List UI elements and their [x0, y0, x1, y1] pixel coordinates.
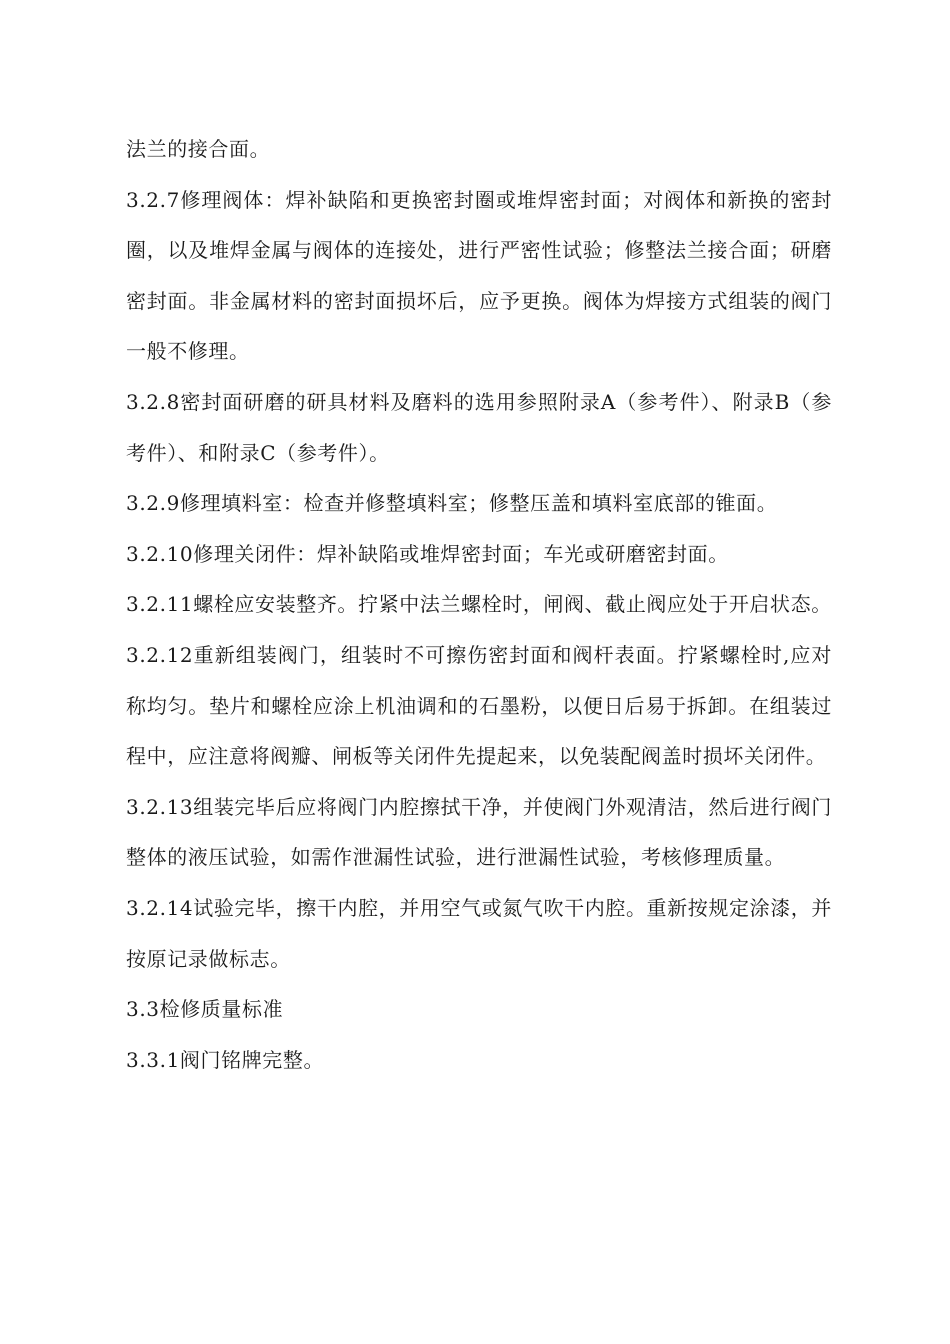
paragraph-3-2-7: 3.2.7修理阀体：焊补缺陷和更换密封圈或堆焊密封面；对阀体和新换的密封圈，以及堆焊金属与阀体的连接处，进行严密性试验；修整法兰接合面；研磨密封面。非金属材料的密封面损坏后，应予更换。阀体为焊接方式组装的阀门一般不修理。: [126, 187, 832, 364]
paragraph-3-2-11: 3.2.11螺栓应安装整齐。拧紧中法兰螺栓时，闸阀、截止阀应处于开启状态。: [126, 592, 832, 617]
paragraph-continuation: 法兰的接合面。: [126, 137, 271, 161]
document-body: [126, 124, 832, 1085]
paragraph-3-2-14: 3.2.14试验完毕，擦干内腔，并用空气或氮气吹干内腔。重新按规定涂漆，并按原记录做标志。: [126, 895, 832, 971]
paragraph-3-3-1: 3.3.1阀门铭牌完整。: [126, 1047, 325, 1072]
paragraph-3-2-9: 3.2.9修理填料室：检查并修整填料室；修整压盖和填料室底部的锥面。: [126, 491, 778, 516]
section-heading-3-3: 3.3检修质量标准: [126, 997, 284, 1022]
paragraph-3-2-12: 3.2.12重新组装阀门，组装时不可擦伤密封面和阀杆表面。拧紧螺栓时,应对称均匀。垫片和螺栓应涂上机油调和的石墨粉，以便日后易于拆卸。在组装过程中，应注意将阀瓣、闸板等关闭件先提起来，以免装配阀盖时损坏关闭件。: [126, 642, 832, 769]
paragraph-3-2-13: 3.2.13组装完毕后应将阀门内腔擦拭干净，并使阀门外观清洁，然后进行阀门整体的液压试验，如需作泄漏性试验，进行泄漏性试验，考核修理质量。: [126, 794, 832, 870]
paragraph-3-2-8: 3.2.8密封面研磨的研具材料及磨料的选用参照附录A（参考件）、附录B（参考件）、和附录C（参考件）。: [126, 389, 832, 465]
paragraph-3-2-10: 3.2.10修理关闭件：焊补缺陷或堆焊密封面；车光或研磨密封面。: [126, 541, 729, 566]
